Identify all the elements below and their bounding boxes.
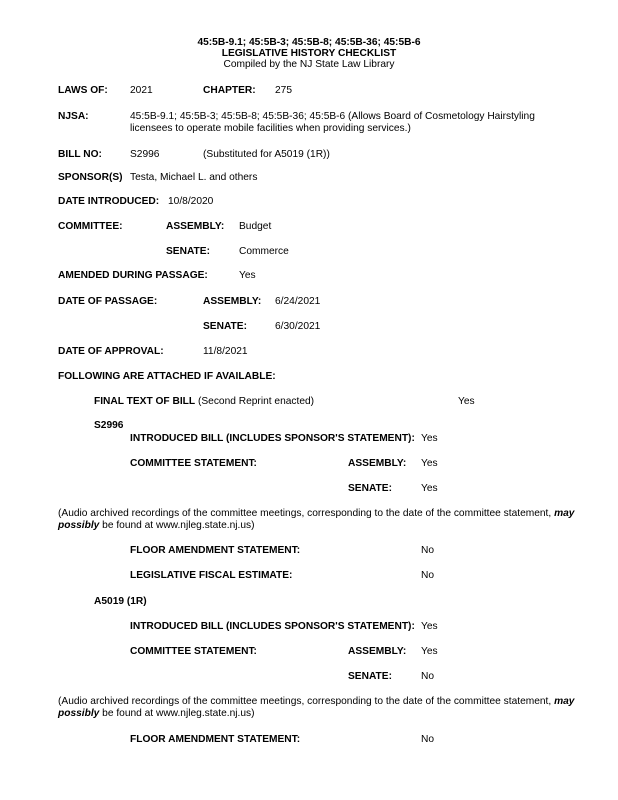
- s2996-assembly-label: ASSEMBLY:: [348, 458, 407, 469]
- a5019-floor-amendment-value: No: [421, 734, 435, 745]
- amended-value: Yes: [239, 270, 256, 281]
- header-title: LEGISLATIVE HISTORY CHECKLIST: [221, 48, 397, 59]
- a5019-heading: A5019 (1R): [94, 596, 147, 607]
- committee-assembly-label: ASSEMBLY:: [166, 221, 225, 232]
- final-text-row: [94, 396, 314, 408]
- passage-senate-label: SENATE:: [203, 321, 247, 332]
- audio-note-text: (Audio archived recordings of the committee meetings, corresponding to the date of the committee statement,: [58, 696, 555, 707]
- sponsors-label: SPONSOR(S): [58, 172, 123, 183]
- s2996-fiscal-estimate-label: LEGISLATIVE FISCAL ESTIMATE:: [130, 570, 293, 581]
- audio-note-emphasis: possibly: [58, 520, 100, 531]
- committee-assembly-value: Budget: [239, 221, 272, 232]
- final-text-note: (Second Reprint enacted): [197, 396, 315, 407]
- s2996-assembly-value: Yes: [421, 458, 438, 469]
- a5019-assembly-value: Yes: [421, 646, 438, 657]
- s2996-senate-value: Yes: [421, 483, 438, 494]
- audio-note-text: (Audio archived recordings of the committee meetings, corresponding to the date of the committee statement,: [58, 508, 555, 519]
- s2996-committee-statement-label: COMMITTEE STATEMENT:: [130, 458, 257, 469]
- bill-no-value: S2996: [130, 149, 160, 160]
- sponsors-value: Testa, Michael L. and others: [130, 172, 258, 183]
- passage-senate-value: 6/30/2021: [275, 321, 321, 332]
- s2996-floor-amendment-label: FLOOR AMENDMENT STATEMENT:: [130, 545, 301, 556]
- bill-no-substitution-note: (Substituted for A5019 (1R)): [203, 149, 330, 160]
- date-of-passage-label: DATE OF PASSAGE:: [58, 296, 158, 307]
- s2996-introduced-value: Yes: [421, 433, 438, 444]
- s2996-senate-label: SENATE:: [348, 483, 392, 494]
- njsa-value: 45:5B-9.1; 45:5B-3; 45:5B-8; 45:5B-36; 45:5B-6 (Allows Board of Cosmetology Hairstyling licensees to operate mobile facilities when providing services.): [130, 111, 535, 134]
- chapter-label: CHAPTER:: [203, 85, 256, 96]
- njsa-label: NJSA:: [58, 111, 89, 122]
- header-compiled-by: Compiled by the NJ State Law Library: [223, 59, 395, 70]
- date-introduced-label: DATE INTRODUCED:: [58, 196, 160, 207]
- s2996-heading: S2996: [94, 420, 124, 431]
- s2996-floor-amendment-value: No: [421, 545, 435, 556]
- committee-senate-value: Commerce: [239, 246, 289, 257]
- a5019-committee-statement-label: COMMITTEE STATEMENT:: [130, 646, 257, 657]
- a5019-assembly-label: ASSEMBLY:: [348, 646, 407, 657]
- final-text-label: FINAL TEXT OF BILL: [94, 396, 196, 407]
- s2996-fiscal-estimate-value: No: [421, 570, 435, 581]
- header-statutes: 45:5B-9.1; 45:5B-3; 45:5B-8; 45:5B-36; 45:5B-6: [197, 37, 421, 48]
- passage-assembly-label: ASSEMBLY:: [203, 296, 262, 307]
- committee-senate-label: SENATE:: [166, 246, 210, 257]
- committee-label: COMMITTEE:: [58, 221, 123, 232]
- a5019-introduced-label: INTRODUCED BILL (INCLUDES SPONSOR'S STATEMENT):: [130, 621, 415, 632]
- a5019-audio-note: [58, 696, 583, 720]
- passage-assembly-value: 6/24/2021: [275, 296, 321, 307]
- audio-note-text: be found at www.njleg.state.nj.us): [99, 708, 255, 719]
- laws-of-value: 2021: [130, 85, 153, 96]
- final-text-value: Yes: [458, 396, 475, 407]
- attachments-heading: FOLLOWING ARE ATTACHED IF AVAILABLE:: [58, 371, 276, 382]
- s2996-introduced-label: INTRODUCED BILL (INCLUDES SPONSOR'S STATEMENT):: [130, 433, 415, 444]
- a5019-senate-label: SENATE:: [348, 671, 392, 682]
- a5019-senate-value: No: [421, 671, 435, 682]
- s2996-audio-note: [58, 508, 583, 532]
- date-introduced-value: 10/8/2020: [168, 196, 214, 207]
- audio-note-emphasis: may: [554, 696, 575, 707]
- bill-no-label: BILL NO:: [58, 149, 102, 160]
- audio-note-emphasis: may: [554, 508, 575, 519]
- date-of-approval-label: DATE OF APPROVAL:: [58, 346, 164, 357]
- chapter-value: 275: [275, 85, 292, 96]
- laws-of-label: LAWS OF:: [58, 85, 108, 96]
- amended-label: AMENDED DURING PASSAGE:: [58, 270, 208, 281]
- audio-note-emphasis: possibly: [58, 708, 100, 719]
- date-of-approval-value: 11/8/2021: [203, 346, 248, 357]
- a5019-floor-amendment-label: FLOOR AMENDMENT STATEMENT:: [130, 734, 301, 745]
- a5019-introduced-value: Yes: [421, 621, 438, 632]
- audio-note-text: be found at www.njleg.state.nj.us): [99, 520, 255, 531]
